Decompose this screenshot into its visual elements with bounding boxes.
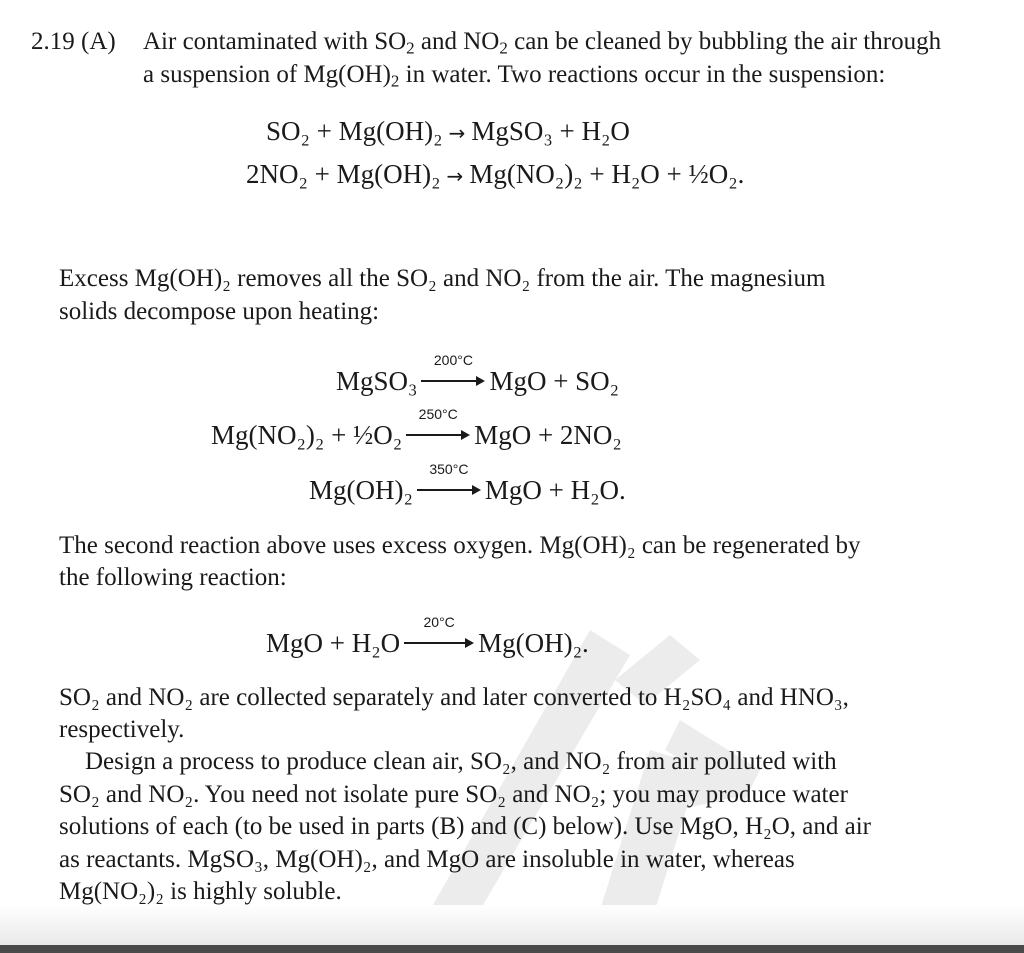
design-paragraph-line-1: Design a process to produce clean air, SO₂, and NO₂ from air polluted with	[85, 748, 837, 775]
decomposition-reaction-mgno2: Mg(NO₂)₂ + ½O₂ 250°C MgO + 2NO₂	[211, 406, 622, 450]
design-paragraph-line-3: solutions of each (to be used in parts (B) and (C) below). Use MgO, H₂O, and air	[59, 813, 872, 840]
intro-line-1: Air contaminated with $SO_2$ and $NO_2$ can be cleaned by bubbling the air through	[143, 28, 942, 58]
design-paragraph-line-2: SO₂ and NO₂. You need not isolate pure SO₂ and NO₂; you may produce water	[59, 781, 848, 808]
reaction-arrow-icon	[404, 614, 474, 650]
regeneration-reaction: MgO + H₂O 20°C Mg(OH)₂.	[266, 614, 589, 658]
excess-paragraph-line-2: solids decompose upon heating:	[59, 298, 380, 325]
intro-line-2: a suspension of $Mg(OH)_2$ in water. Two reactions occur in the suspension:	[143, 61, 886, 91]
reaction-arrow-icon: →	[448, 121, 466, 145]
page-bottom-shadow	[0, 905, 1024, 945]
temperature-label: 350°C	[429, 461, 469, 477]
temperature-label: 200°C	[433, 352, 473, 368]
collected-paragraph-line-1: SO₂ and NO₂ are collected separately and later converted to H₂SO₄ and HNO₃,	[59, 684, 849, 711]
problem-number: 2.19 (A)	[31, 28, 116, 55]
excess-paragraph-line-1: Excess Mg(OH)₂ removes all the SO₂ and NO₂ from the air. The magnesium	[59, 265, 826, 292]
decomposition-reaction-mgoh2: Mg(OH)₂ 350°C MgO + H₂O.	[309, 461, 626, 505]
heating-arrow-icon	[406, 406, 470, 442]
temperature-label: 250°C	[418, 406, 458, 422]
heating-arrow-icon	[421, 352, 485, 388]
design-paragraph-line-4: as reactants. MgSO₃, Mg(OH)₂, and MgO are insoluble in water, whereas	[59, 846, 795, 873]
collected-paragraph-line-2: respectively.	[59, 716, 185, 743]
viewer-bottom-bar	[0, 945, 1024, 953]
decomposition-reaction-mgso3: MgSO₃ 200°C MgO + SO₂	[336, 352, 620, 396]
second-reaction-paragraph-line-1: The second reaction above uses excess oxygen. Mg(OH)₂ can be regenerated by	[59, 532, 861, 559]
design-paragraph-line-5: Mg(NO₂)₂ is highly soluble.	[59, 878, 342, 905]
second-reaction-paragraph-line-2: the following reaction:	[59, 564, 287, 591]
temperature-label: 20°C	[423, 614, 455, 630]
heating-arrow-icon	[417, 461, 481, 497]
reaction-arrow-icon: →	[446, 164, 464, 188]
absorption-reaction-no2: 2NO₂ + Mg(OH)₂ → Mg(NO₂)₂ + H₂O + ½O₂.	[246, 159, 745, 189]
absorption-reaction-so2: SO₂ + Mg(OH)₂ → MgSO₃ + H₂O	[266, 116, 630, 146]
